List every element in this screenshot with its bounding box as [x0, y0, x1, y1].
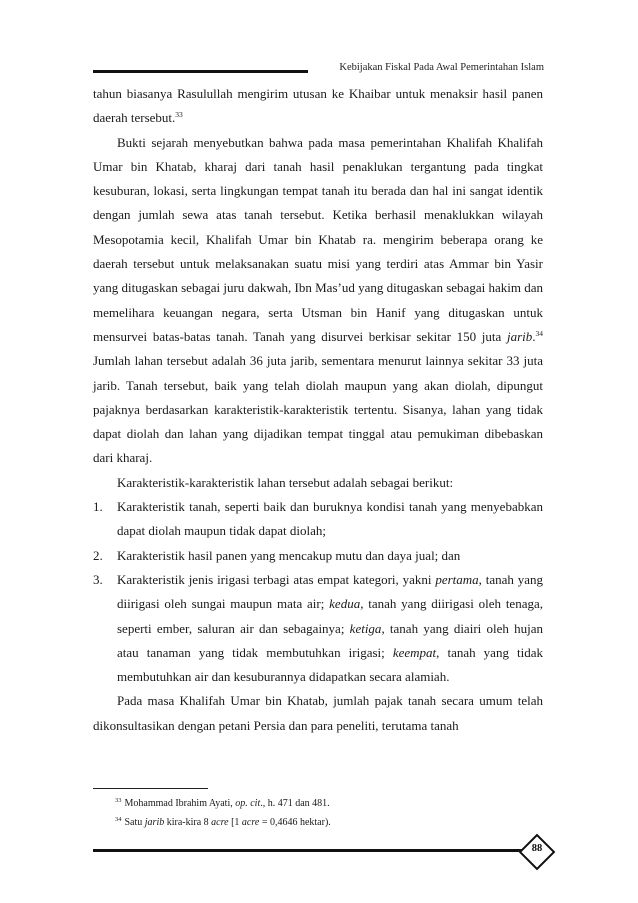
footnote-divider	[93, 788, 208, 789]
footnote-34: $^{34}$ Satu jarib kira-kira 8 acre [1 acre = 0,4646 hektar).	[115, 816, 331, 828]
header-rule	[93, 70, 308, 73]
paragraph-3: Karakteristik-karakteristik lahan tersebut adalah sebagai berikut:	[117, 474, 454, 490]
footnote-33: $^{33}$ Mohammad Ibrahim Ayati, op. cit., h. 471 dan 481.	[115, 797, 330, 809]
footnote-ref-34[interactable]: 34	[535, 328, 543, 338]
list-item: 3. Karakteristik jenis irigasi terbagi atas empat kategori, yakni pertama, tanah yang diirigasi oleh sungai maupun mata air; kedua, tanah yang diirigasi oleh tenaga, seperti ember, saluran air dan sebagainya; ketiga, tanah yang diairi oleh hujan atau tanaman yang tidak membutuhkan irigasi; keempat, tanah yang tidak membutuhkan air dan kesuburannya didapatkan secara alamiah.	[93, 571, 543, 685]
footer-rule	[93, 849, 525, 852]
footnote-ref-33[interactable]: 33	[175, 110, 183, 120]
list-item: 1. Karakteristik tanah, seperti baik dan buruknya kondisi tanah yang menyebabkan dapat diolah maupun tidak dapat diolah;	[93, 499, 543, 539]
paragraph-2: Bukti sejarah menyebutkan bahwa pada masa pemerintahan Khalifah Khalifah Umar bin Khatab, kharaj dari tanah hasil penaklukan tergantung pada tingkat kesuburan, lokasi, serta lingkungan tempat tanah itu berada dan hal ini sangat identik dengan jumlah sewa atas tanah tersebut. Ketika berhasil menaklukkan wilayah Mesopotamia kecil, Khalifah Umar bin Khatab ra. mengirim beberapa orang ke daerah tersebut untuk melaksanakan suatu misi yang terdiri atas Ammar bin Yasir yang ditugaskan sebagai juru dakwah, Ibn Mas’ud yang ditugaskan sebagai hakim dan memelihara keuangan negara, serta Utsman bin Hanif yang ditugaskan untuk mensurvei batas-batas tanah. Tanah yang disurvei berkisar sekitar 150 juta jarib.$^{34}$ Jumlah lahan tersebut adalah 36 juta jarib, sementara menurut lainnya sekitar 33 juta jarib. Tanah tersebut, baik yang telah diolah maupun yang akan diolah, dipungut pajaknya berdasarkan karakteristik-karakteristik tertentu. Sisanya, lahan yang tidak dapat diolah dan lahan yang dijadikan tempat tinggal atau pemukiman dibebaskan dari kharaj.	[93, 134, 543, 466]
body-text	[93, 82, 543, 738]
characteristics-list	[93, 495, 543, 689]
paragraph-4: Pada masa Khalifah Umar bin Khatab, jumlah pajak tanah secara umum telah dikonsultasikan dengan petani Persia dan para peneliti, terutama tanah	[93, 693, 543, 733]
footnotes	[93, 794, 543, 832]
paragraph-1: tahun biasanya Rasulullah mengirim utusan ke Khaibar untuk menaksir hasil panen daerah tersebut.$^{33}$	[93, 86, 543, 126]
list-item: 2. Karakteristik hasil panen yang mencakup mutu dan daya jual; dan	[93, 547, 461, 563]
running-header: Kebijakan Fiskal Pada Awal Pemerintahan Islam	[339, 62, 544, 73]
page-number: 88	[531, 843, 543, 854]
